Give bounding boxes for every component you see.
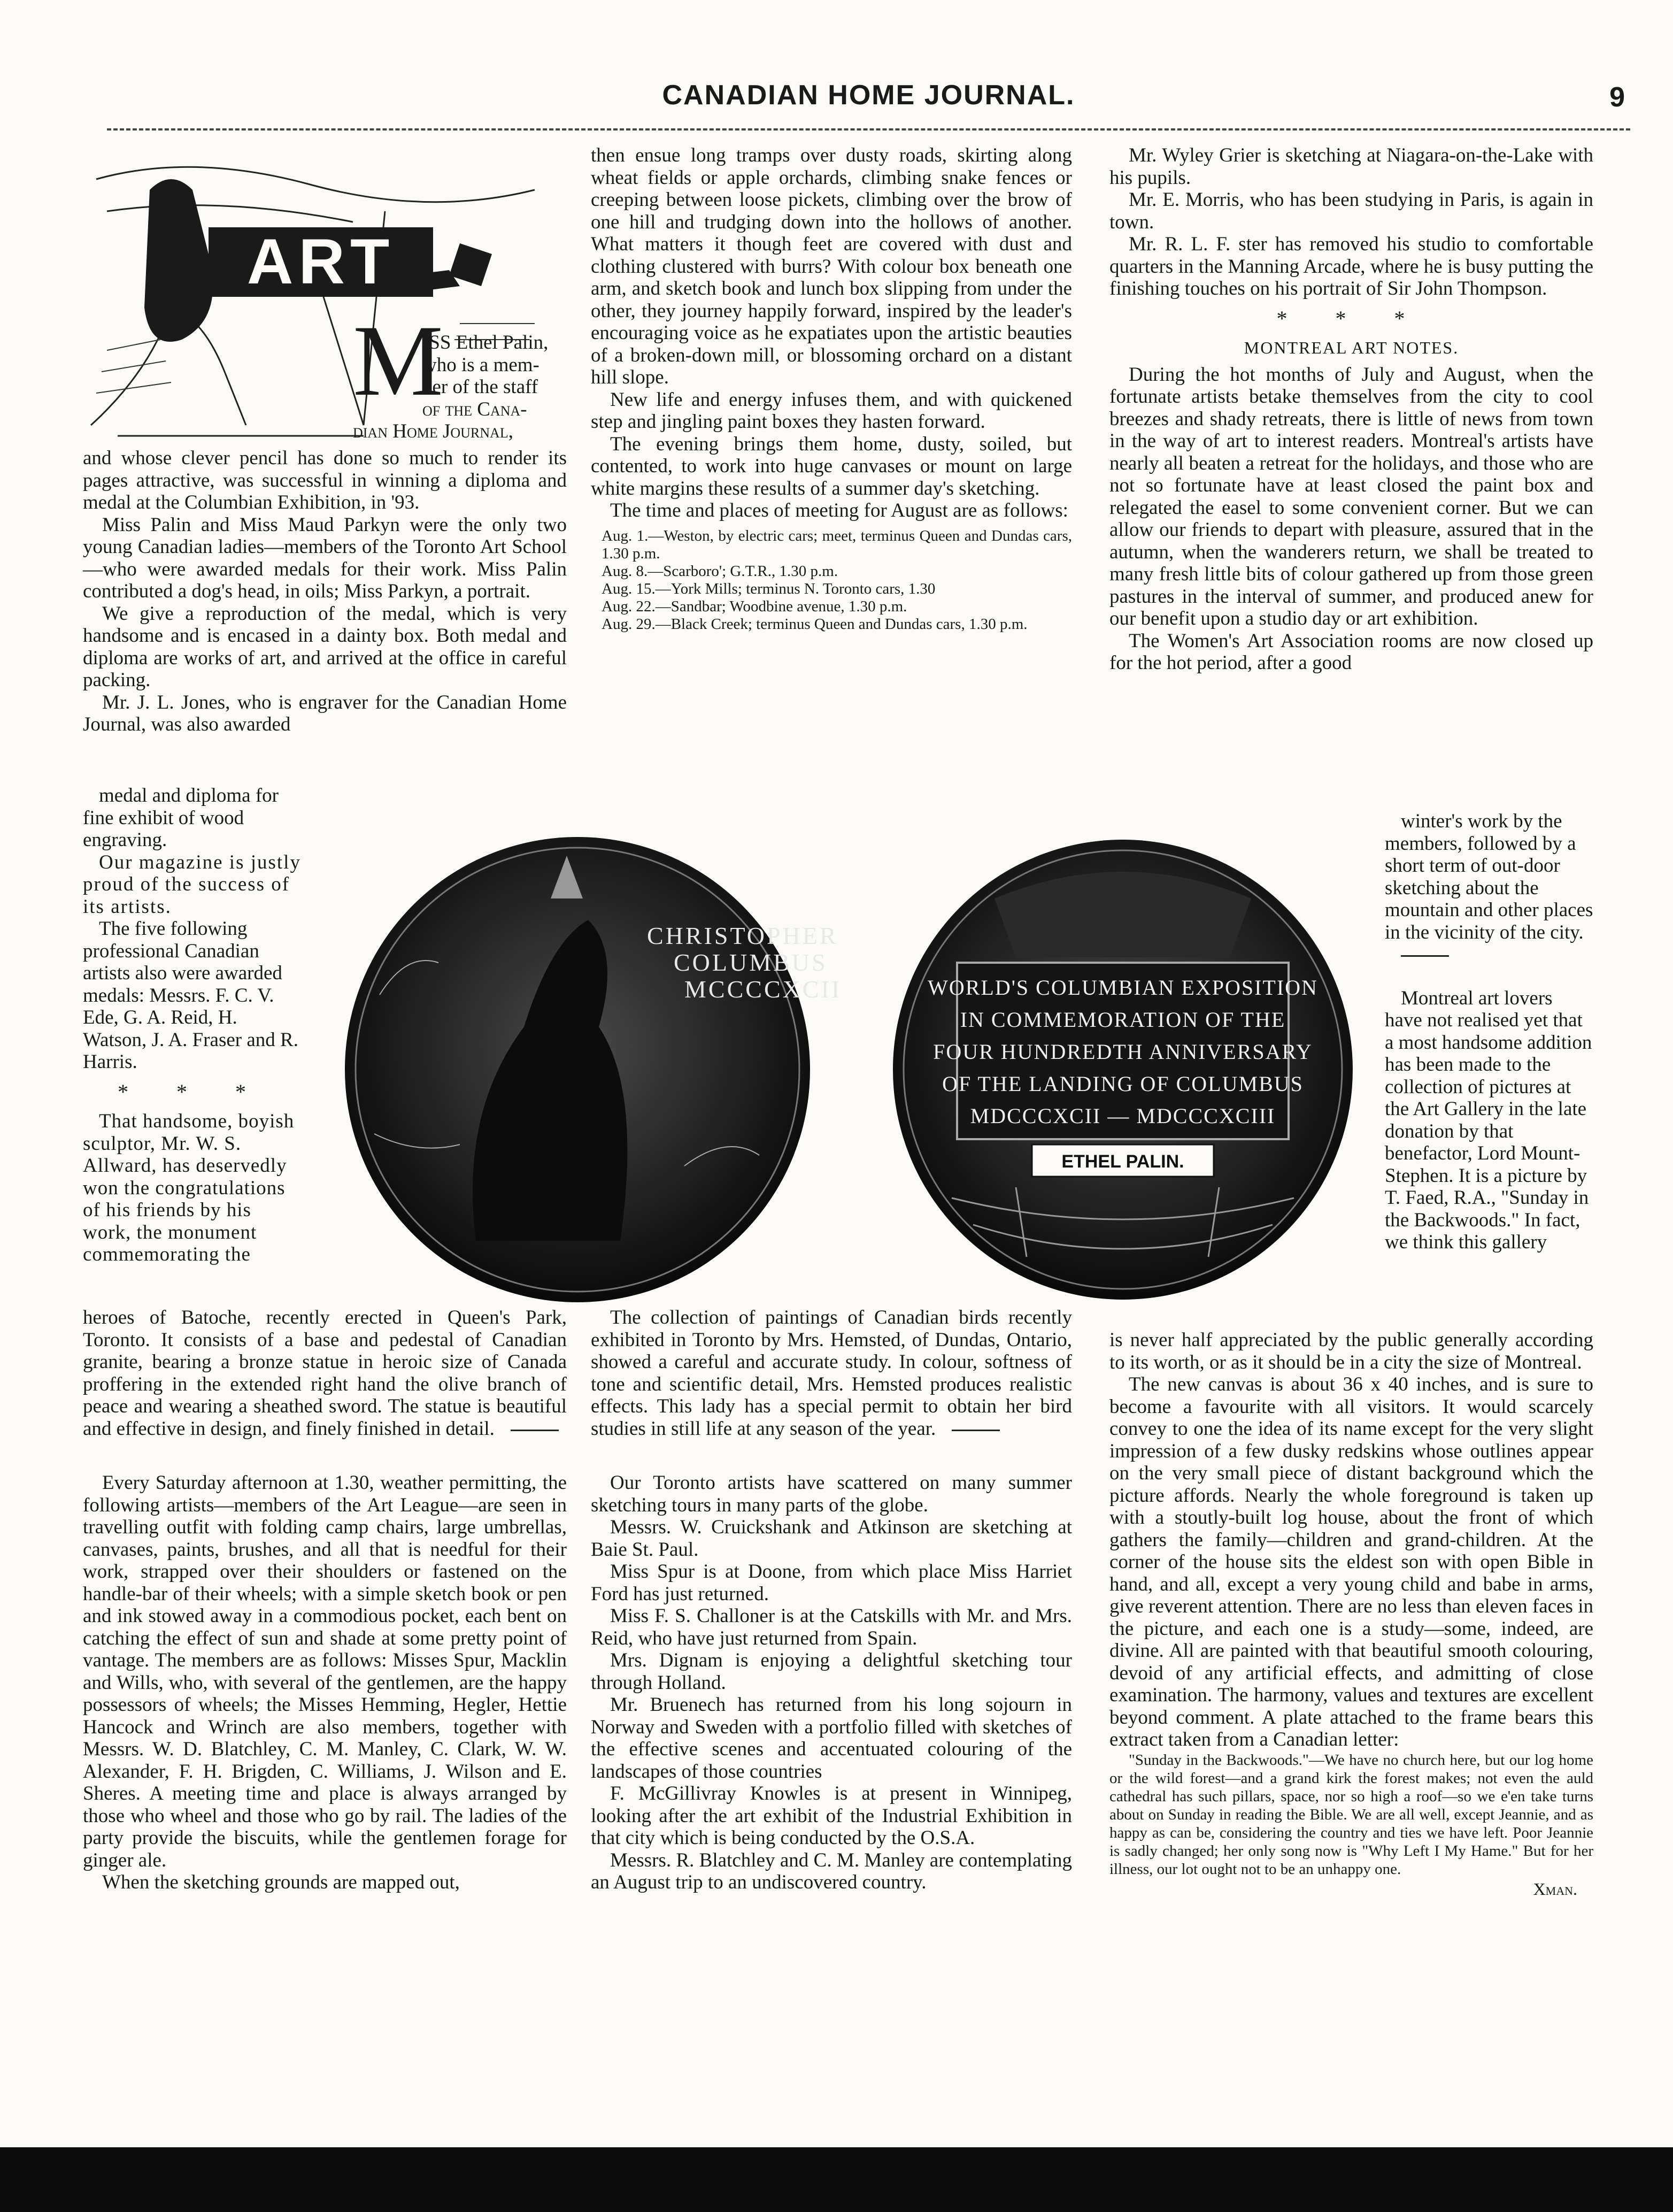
paragraph: Montreal art lovers have not realised yet that a most handsome addition has been made to the collection of pictures at the Art Gallery in the late donation by that benefactor, Lord Mount-Stephen. It is a picture by T. Faed, R.A., "Sunday in the Backwoods." In fact, we think this gallery [1385,987,1592,1253]
paragraph: Mr. R. L. F. ster has removed his studio to comfortable quarters in the Manning Arcade, where he is busy putting the finishing touches on his portrait of Sir John Thompson. [1109,233,1593,299]
medal-inscription: MDCCCXCII — MDCCCXCIII [970,1104,1276,1128]
column-3-lower [1109,1329,1593,1900]
section-divider-stars: * * * [1276,306,1427,331]
paragraph: Miss Palin and Miss Maud Parkyn were the only two young Canadian ladies—members of the Toronto Art School—who were awarded medals for their work. Miss Palin contributed a dog's head, in oils; Miss Parkyn, a portrait. [83,513,567,602]
paragraph: F. McGillivray Knowles is at present in Winnipeg, looking after the art exhibit of the Industrial Exhibition in that city which is being conducted by the O.S.A. [591,1783,1072,1849]
paragraph: The Women's Art Association rooms are now closed up for the hot period, after a good [1109,629,1593,674]
column-1-wrap [83,785,302,1266]
paragraph: Mrs. Dignam is enjoying a delightful sketching tour through Holland. [591,1649,1072,1694]
intro-lines [353,332,564,443]
column-1-lower [83,1307,567,1894]
art-heading: ART [246,226,395,297]
journal-title: CANADIAN HOME JOURNAL. [662,80,1075,111]
scan-edge-band [0,2147,1673,2212]
paragraph: The collection of paintings of Canadian birds recently exhibited in Toronto by Mrs. Hemsted, of Dundas, Ontario, showed a careful and accurate study. In colour, softness of tone and scientific detail, Mrs. Hemsted produces realistic effects. This lady has a special permit to obtain her bird studies in still life at any season of the year. [591,1307,1072,1440]
column-2-upper [591,144,1072,633]
paragraph: The new canvas is about 36 x 40 inches, and is sure to become a favourite with all visitors. It would scarcely convey to one the idea of its name except for the very slight impression of a few dusky redskins whose outlines appear on the very small piece of distant background which the picture affords. Nearly the whole foreground is taken up with a stoutly-built log house, about the front of which gathers the family—children and grand-children. At the corner of the house sits the eldest son with open Bible in hand, and all, except a very young child and babe in arms, give reverent attention. There are no less than eleven faces in the picture, and each one is a study—some, indeed, are divine. All are painted with that beautiful smooth colouring, devoid of any artificial effects, and admitting of close examination. The harmony, values and textures are excellent beyond comment. A plate attached to the frame bears this extract taken from a Canadian letter: [1109,1373,1593,1750]
quoted-letter [1109,1751,1593,1878]
paragraph: Our Toronto artists have scattered on many summer sketching tours in many parts of the globe. [591,1472,1072,1516]
section-dash [1401,955,1449,957]
paragraph: When the sketching grounds are mapped out, [102,1871,460,1893]
column-2-lower [591,1307,1072,1894]
paragraph: then ensue long tramps over dusty roads, skirting along wheat fields or apple orchards, climbing snake fences or creeping between loose pickets, climbing over the brow of one hill and trudging down into the hollows of another. What matters it though feet are covered with dust and clothing clustered with burrs? With colour box beneath one arm, and sketch book and lunch box slipping from under the other, they journey happily forward, inspired by the leader's encouraging voice as he expatiates upon the artistic beauties of a broken-down mill, or blossoming orchard on a distant hill slope. [591,144,1072,388]
paragraph: Mr. Bruenech has returned from his long sojourn in Norway and Sweden with a portfolio filled with sketches of the effective scenes and accentuated colouring of the landscapes of those countries [591,1694,1072,1783]
medal-reverse [893,840,1353,1300]
paragraph: medal and diploma for fine exhibit of wood engraving. [83,785,279,851]
paragraph: The evening brings them home, dusty, soiled, but contented, to work into huge canvases or mount on large white margins these results of a summer day's sketching. [591,433,1072,500]
column-3-wrap [1385,810,1593,1254]
medal-inscription: WORLD'S COLUMBIAN EXPOSITION [928,976,1318,1000]
paragraph: Miss Spur is at Doone, from which place Miss Harriet Ford has just returned. [591,1561,1072,1605]
paragraph: New life and energy infuses them, and with quickened step and jingling paint boxes they hasten forward. [591,388,1072,433]
schedule-item: Aug. 8.—Scarboro'; G.T.R., 1.30 p.m. [602,562,838,580]
signature: Xman. [1533,1879,1577,1899]
paragraph: During the hot months of July and August, when the fortunate artists betake themselves from the city to cool breezes and shady retreats, there is little of news from town in the way of art to interest readers. Montreal's artists have nearly all beaten a retreat for the holidays, and those who are not so fortunate have at least closed the paint box and relegated the easel to some convenient corner. But we can allow our friends to depart with pleasure, assured that in the autumn, when the wanderers return, we shall be treated to many fresh little bits of colour gathered up from those green pastures in the interval of summer, and produced anew for our benefit upon a studio day or art exhibition. [1109,363,1593,629]
paragraph: Mr. J. L. Jones, who is engraver for the Canadian Home Journal, was also awarded [83,691,567,735]
intro-line: ISS Ethel Palin, [422,332,549,354]
paragraph: Every Saturday afternoon at 1.30, weather permitting, the following artists—members of the Art League—are seen in travelling outfit with folding camp chairs, large umbrellas, canvases, paints, brushes, and all that is needful for their work, strapped over their shoulders or fastened on the handle-bar of their wheels; with a simple sketch book or pen and ink stowed away in a commodious pocket, each bent on catching the effect of sun and shade at some pretty point of vantage. The members are as follows: Misses Spur, Macklin and Wills, who, with several of the gentlemen, are the happy possessors of wheels; the Misses Hemming, Hegler, Hettie Hancock and Wrinch are also members, together with Messrs. W. D. Blatchley, C. M. Manley, C. Clark, W. W. Alexander, F. H. Brigden, C. Williams, J. Wilson and E. Sheres. A meeting time and place is always arranged by those who wheel and those who go by rail. The ladies of the party provide the biscuits, while the gentlemen forage for ginger ale. [83,1472,567,1871]
section-dash [952,1430,1000,1431]
paragraph: That handsome, boyish sculptor, Mr. W. S. Allward, has deservedly won the congratulations of his friends by his work, the monument commemorating the [83,1110,295,1265]
header-rule [107,128,1630,130]
section-dash [511,1430,559,1431]
paragraph: Mr. Wyley Grier is sketching at Niagara-on-the-Lake with his pupils. [1109,144,1593,189]
schedule-item: Aug. 15.—York Mills; terminus N. Toronto cars, 1.30 [602,580,936,597]
section-heading: MONTREAL ART NOTES. [1244,338,1459,357]
paragraph: heroes of Batoche, recently erected in Queen's Park, Toronto. It consists of a base and pedestal of Canadian granite, bearing a bronze statue in heroic size of Canada proffering in the extended right hand the olive branch of peace and wearing a sheathed sword. The statue is beautiful and effective in design, and finely finished in detail. [83,1307,567,1440]
drop-cap: M [353,305,443,417]
paragraph: and whose clever pencil has done so much to render its pages attractive, was successful in winning a diploma and medal at the Columbian Exhibition, in '93. [83,447,567,513]
intro-line: dian Home Journal, [353,420,513,442]
schedule-item: Aug. 29.—Black Creek; terminus Queen and Dundas cars, 1.30 p.m. [602,615,1028,633]
schedule-item: Aug. 22.—Sandbar; Woodbine avenue, 1.30 p.m. [602,597,907,615]
schedule-item: Aug. 1.—Weston, by electric cars; meet, terminus Queen and Dundas cars, 1.30 p.m. [602,527,1072,562]
paragraph: Messrs. W. Cruickshank and Atkinson are sketching at Baie St. Paul. [591,1516,1072,1561]
paragraph: Mr. E. Morris, who has been studying in Paris, is again in town. [1109,189,1593,233]
medal-inscription: OF THE LANDING OF COLUMBUS [942,1072,1304,1096]
intro-line: of the Cana- [422,398,527,420]
paragraph: winter's work by the members, followed by a short term of out-door sketching about the mountain and other places in the vicinity of the city. [1385,810,1593,966]
medal-inscription: COLUMBUS [674,949,828,976]
intro-line: ber of the staff [422,376,538,398]
paragraph: We give a reproduction of the medal, which is very handsome and is encased in a dainty box. Both medal and diploma are works of art, and arrived at the office in careful packing. [83,602,567,691]
paragraph: is never half appreciated by the public generally according to its worth, or as it should be in a city the size of Montreal. [1109,1329,1593,1373]
medal-illustration [299,834,1379,1305]
medal-inscription: MCCCCXCII [684,976,842,1003]
column-1-upper [83,447,567,736]
intro-line: who is a mem- [422,354,539,376]
paragraph: Messrs. R. Blatchley and C. M. Manley are contemplating an August trip to an undiscovered country. [591,1849,1072,1893]
medal-inscription: IN COMMEMORATION OF THE [960,1008,1286,1032]
paragraph: "Sunday in the Backwoods."—We have no church here, but our log home or the wild forest—and a grand kirk the forest makes; not even the auld cathedral has such pillars, space, nor so high a roof—so we e'en take turns about on Sunday in reading the Bible. We are all well, except Jeannie, and as happy as can be, considering the country and ties we have left. Poor Jeannie is sadly changed; her only song now is "Why Left I My Hame." But for her illness, our lot ought not to be an unhappy one. [1109,1751,1593,1878]
page-number: 9 [1609,82,1625,113]
paragraph: Our magazine is justly proud of the success of its artists. [83,851,301,918]
paragraph: Miss F. S. Challoner is at the Catskills with Mr. and Mrs. Reid, who have just returned from Spain. [591,1605,1072,1649]
medal-inscription: FOUR HUNDREDTH ANNIVERSARY [933,1040,1313,1064]
medal-inscription: CHRISTOPHER [647,922,838,949]
medal-name-plate: ETHEL PALIN. [1061,1151,1184,1172]
paragraph: The five following professional Canadian artists also were awarded medals: Messrs. F. C. V. Ede, G. A. Reid, H. Watson, J. A. Fraser and R. Harris. [83,918,298,1073]
page-header [107,79,1630,122]
medal-obverse [345,837,842,1302]
column-3-upper [1109,144,1593,674]
paragraph: The time and places of meeting for August are as follows: [610,500,1068,521]
section-divider-stars: * * * [118,1079,267,1104]
meeting-schedule [591,527,1072,633]
